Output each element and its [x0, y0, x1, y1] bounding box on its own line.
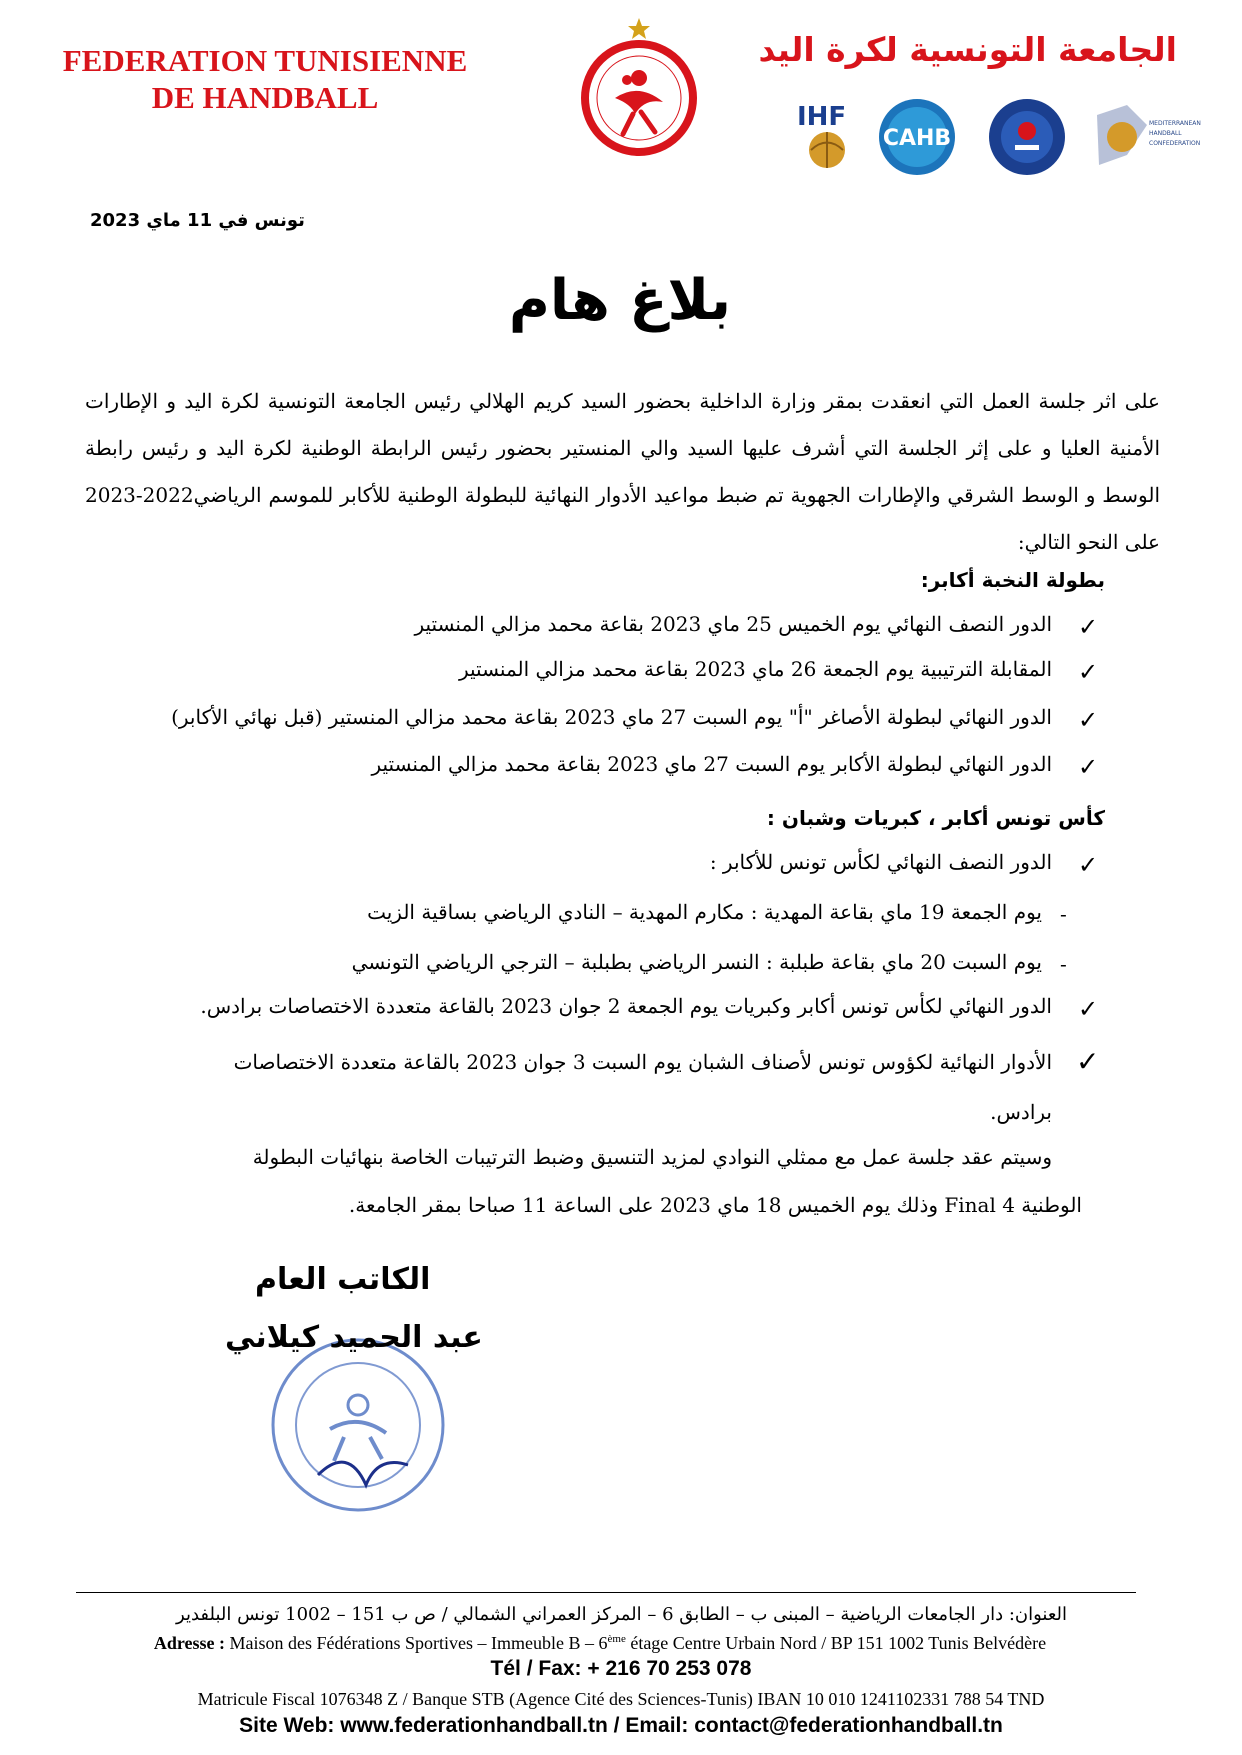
address-text-cont: étage Centre Urbain Nord / BP 151 1002 Tunis Belvédère: [625, 1633, 1047, 1653]
page-title: بلاغ هام: [508, 268, 732, 333]
footer-telephone: Tél / Fax: + 216 70 253 078: [490, 1657, 752, 1680]
mediterranean-handball-logo: [1097, 105, 1201, 165]
federation-name-line1: FEDERATION TUNISIENNE: [62, 43, 468, 78]
footer-fiscal-info: Matricule Fiscal 1076348 Z / Banque STB (Agence Cité des Sciences-Tunis) IBAN 10 010 1241102331 788 54 TND: [197, 1689, 1045, 1709]
footer-address-arabic: العنوان: دار الجامعات الرياضية – المبنى ب – الطابق 6 – المركز العمراني الشمالي / ص ب 151 – 1002 تونس البلفدير: [176, 1604, 1067, 1625]
list-item: الدور النهائي لبطولة الأكابر يوم السبت 27 ماي 2023 بقاعة محمد مزالي المنستير: [371, 752, 1052, 776]
cahb-logo: [879, 99, 955, 175]
federation-name-arabic: الجامعة التونسية لكرة اليد: [758, 30, 1177, 69]
federation-name-line2: DE HANDBALL: [151, 80, 379, 115]
sub-list-item: يوم السبت 20 ماي بقاعة طبلبة : النسر الرياضي بطبلبة – الترجي الرياضي التونسي: [351, 950, 1042, 974]
check-icon: ✓: [1076, 1045, 1100, 1078]
check-icon: ✓: [1078, 851, 1099, 879]
official-stamp: [258, 1325, 458, 1525]
check-icon: ✓: [1078, 658, 1099, 686]
svg-text:MEDITERRANEAN: MEDITERRANEAN: [1149, 120, 1201, 127]
signature-title: الكاتب العام: [255, 1262, 431, 1297]
list-item: الدور النصف النهائي لكأس تونس للأكابر :: [709, 850, 1052, 874]
footer-web-email: Site Web: www.federationhandball.tn / Email: contact@federationhandball.tn: [239, 1714, 1003, 1737]
document-date: تونس في 11 ماي 2023: [90, 210, 305, 231]
check-icon: ✓: [1078, 995, 1099, 1023]
address-label: Adresse :: [153, 1633, 226, 1653]
footer-divider: [76, 1592, 1136, 1593]
closing-paragraph-line1: وسيتم عقد جلسة عمل مع ممثلي النوادي لمزيد التنسيق وضبط الترتيبات الخاصة بنهائيات البطولة: [252, 1145, 1052, 1169]
partner-logos: [787, 95, 1212, 180]
section-cup-heading: كأس تونس أكابر ، كبريات وشبان :: [766, 806, 1105, 830]
svg-text:CAHB: CAHB: [882, 126, 952, 151]
footer-address-french: [75, 1633, 1125, 1654]
arab-handball-federation-logo: [989, 99, 1065, 175]
list-item: الدور النهائي لكأس تونس أكابر وكبريات يوم الجمعة 2 جوان 2023 بالقاعة متعددة الاختصاصات برادس.: [200, 994, 1052, 1018]
list-item: المقابلة الترتيبية يوم الجمعة 26 ماي 2023 بقاعة محمد مزالي المنستير: [458, 657, 1052, 681]
closing-paragraph-line2: الوطنية Final 4 وذلك يوم الخميس 18 ماي 2023 على الساعة 11 صباحا بمقر الجامعة.: [348, 1193, 1082, 1217]
ihf-logo: [797, 102, 846, 168]
sub-list-item: يوم الجمعة 19 ماي بقاعة المهدية : مكارم المهدية – النادي الرياضي بساقية الزيت: [367, 900, 1042, 924]
address-superscript: ème: [607, 1633, 626, 1645]
section-elite-heading: بطولة النخبة أكابر:: [920, 568, 1105, 592]
list-item: الدور النصف النهائي يوم الخميس 25 ماي 2023 بقاعة محمد مزالي المنستير: [414, 612, 1052, 636]
check-icon: ✓: [1078, 753, 1099, 781]
list-item: الأدوار النهائية لكؤوس تونس لأصناف الشبان يوم السبت 3 جوان 2023 بالقاعة متعددة الاختصاصات: [233, 1050, 1052, 1074]
list-item: الدور النهائي لبطولة الأصاغر "أ" يوم السبت 27 ماي 2023 بقاعة محمد مزالي المنستير (قبل نهائي الأكابر): [171, 705, 1052, 729]
address-text: Maison des Fédérations Sportives – Immeuble B – 6: [229, 1633, 608, 1653]
federation-name-french: [55, 42, 475, 116]
svg-text:CONFEDERATION: CONFEDERATION: [1149, 140, 1201, 147]
intro-paragraph: على اثر جلسة العمل التي انعقدت بمقر وزارة الداخلية بحضور السيد كريم الهلالي رئيس الجامعة التونسية لكرة اليد و الإطارات الأمنية العليا و على إثر الجلسة التي أشرف عليها السيد والي المنستير بحضور رئيس الرابطة الوطنية لكرة اليد و رئيس رابطة الوسط و الوسط الشرقي والإطارات الجهوية تم ضبط مواعيد الأدوار النهائية للبطولة الوطنية للأكابر للموسم الرياضي2022-2023 على النحو التالي:: [85, 389, 1160, 554]
list-item-continuation: برادس.: [990, 1100, 1052, 1124]
svg-text:IHF: IHF: [797, 102, 847, 132]
check-icon: ✓: [1078, 613, 1099, 641]
dash-bullet: -: [1060, 952, 1067, 976]
dash-bullet: -: [1060, 902, 1067, 926]
svg-text:HANDBALL: HANDBALL: [1149, 130, 1182, 137]
federation-emblem-logo: [575, 10, 703, 160]
check-icon: ✓: [1078, 706, 1099, 734]
signature-name: عبد الحميد كيلاني: [225, 1320, 483, 1355]
